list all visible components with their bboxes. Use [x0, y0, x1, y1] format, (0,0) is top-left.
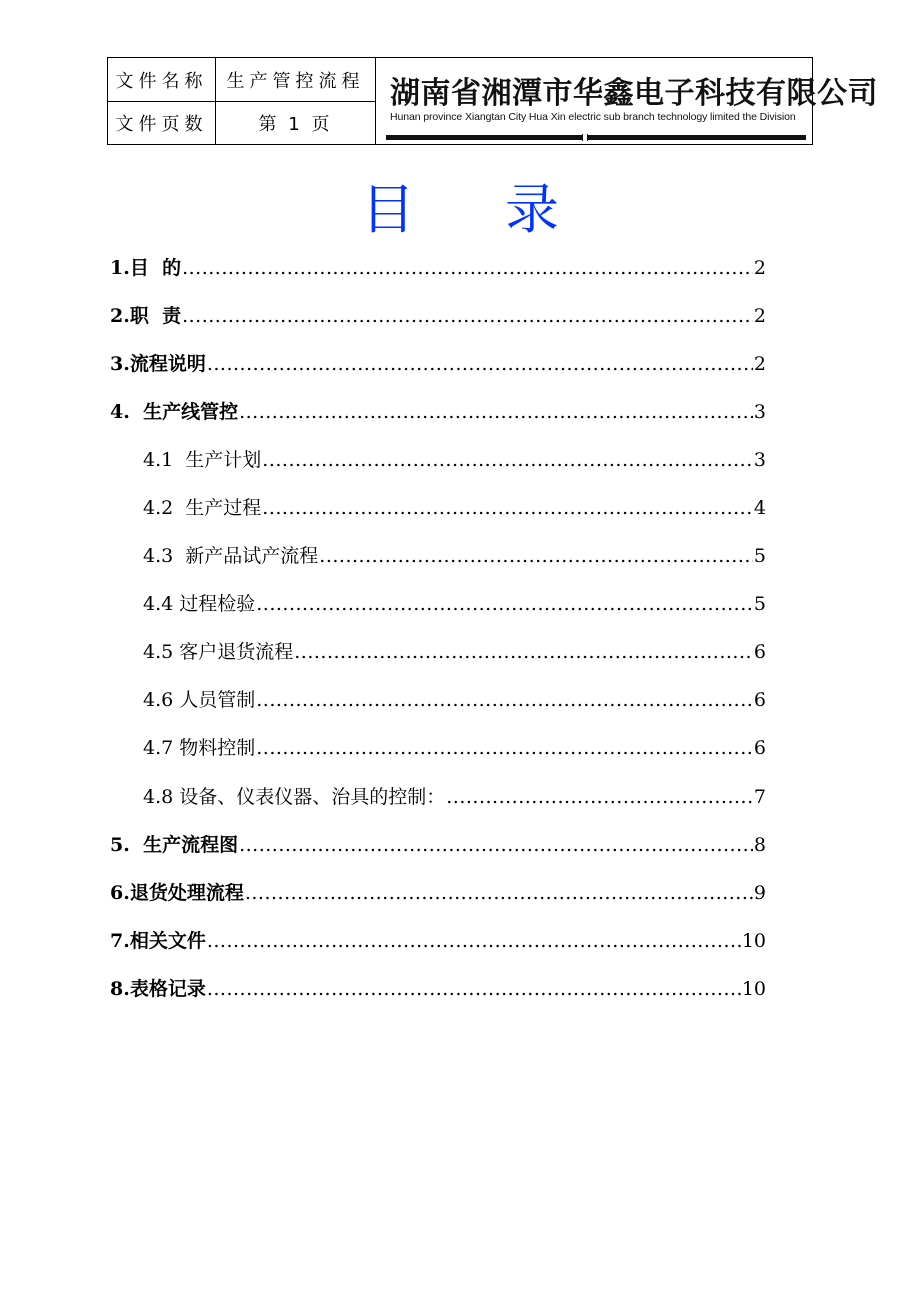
toc-entry-return-handling[interactable]	[110, 878, 766, 908]
toc-entry-label: 3.流程说明	[110, 353, 206, 375]
company-underline-mark	[582, 134, 588, 141]
toc-entry-label: 4.3 新产品试产流程	[143, 545, 319, 567]
toc-leader-dots	[207, 349, 753, 379]
company-logo	[376, 58, 878, 144]
toc-leader-dots	[446, 782, 753, 812]
file-pages-value	[216, 102, 376, 144]
toc-leader-dots	[245, 878, 753, 908]
company-underline	[386, 135, 806, 140]
toc-entry-related-documents[interactable]	[110, 926, 766, 956]
toc-entry-label: 4.1 生产计划	[143, 449, 262, 471]
toc-entry-page: 6	[753, 641, 766, 663]
toc-leader-dots	[239, 830, 753, 860]
toc-entry-process-inspection[interactable]	[143, 589, 766, 619]
toc-entry-label: 4.2 生产过程	[143, 497, 262, 519]
file-name-value: 生产管控流程	[216, 58, 376, 102]
toc-entry-label: 4.8 设备、仪表仪器、治具的控制：	[143, 786, 446, 808]
toc-leader-dots	[182, 253, 753, 283]
toc-entry-page: 8	[753, 834, 766, 856]
toc-leader-dots	[207, 974, 741, 1004]
toc-entry-production-plan[interactable]	[143, 445, 766, 475]
toc-leader-dots	[256, 685, 753, 715]
document-header-table	[107, 57, 878, 145]
company-name-en: Hunan province Xiangtan City Hua Xin electric sub branch technology limited the Division	[390, 111, 796, 123]
toc-entry-page: 5	[753, 593, 766, 615]
toc-entry-page: 2	[753, 353, 766, 375]
toc-entry-responsibilities[interactable]	[110, 301, 766, 331]
toc-leader-dots	[239, 397, 753, 427]
toc-entry-page: 2	[753, 305, 766, 327]
toc-entry-page: 9	[753, 882, 766, 904]
toc-entry-label: 7.相关文件	[110, 930, 206, 952]
toc-leader-dots	[207, 926, 741, 956]
toc-entry-page: 6	[753, 689, 766, 711]
toc-leader-dots	[256, 589, 753, 619]
toc-leader-dots	[319, 541, 753, 571]
toc-entry-label: 5. 生产流程图	[110, 834, 239, 856]
toc-entry-equipment-control[interactable]	[143, 782, 766, 812]
toc-entry-material-control[interactable]	[143, 733, 766, 763]
toc-entry-production-line-control[interactable]	[110, 397, 766, 427]
toc-entry-page: 3	[753, 449, 766, 471]
toc-entry-label: 4.5 客户退货流程	[143, 641, 294, 663]
file-pages-label: 文件页数	[108, 102, 216, 144]
toc-entry-page: 2	[753, 257, 766, 279]
toc-entry-label: 6.退货处理流程	[110, 882, 244, 904]
toc-entry-process-description[interactable]	[110, 349, 766, 379]
toc-entry-personnel-control[interactable]	[143, 685, 766, 715]
toc-leader-dots	[262, 493, 753, 523]
file-pages-value-text: 第 1 页	[258, 114, 333, 135]
toc-entry-page: 7	[753, 786, 766, 808]
toc-entry-label: 1.目 的	[110, 257, 182, 279]
toc-entry-label: 2.职 责	[110, 305, 182, 327]
toc-leader-dots	[262, 445, 753, 475]
toc-entry-page: 6	[753, 737, 766, 759]
toc-leader-dots	[182, 301, 753, 331]
company-name-cn: 湖南省湘潭市华鑫电子科技有限公司	[390, 76, 878, 111]
toc-entry-production-process[interactable]	[143, 493, 766, 523]
toc-entry-production-flowchart[interactable]	[110, 830, 766, 860]
toc-entry-label: 4.7 物料控制	[143, 737, 256, 759]
toc-leader-dots	[256, 733, 753, 763]
toc-entry-new-product-trial[interactable]	[143, 541, 766, 571]
file-name-label: 文件名称	[108, 58, 216, 102]
toc-entry-page: 3	[753, 401, 766, 423]
toc-entry-page: 5	[753, 545, 766, 567]
toc-entry-customer-returns[interactable]	[143, 637, 766, 667]
toc-title: 目录	[361, 178, 649, 241]
toc-entry-page: 4	[753, 497, 766, 519]
toc-entry-form-records[interactable]	[110, 974, 766, 1004]
toc-entry-label: 4. 生产线管控	[110, 401, 239, 423]
toc-entry-label: 4.6 人员管制	[143, 689, 256, 711]
toc-entry-purpose[interactable]	[110, 253, 766, 283]
toc-leader-dots	[294, 637, 753, 667]
toc-entry-label: 4.4 过程检验	[143, 593, 256, 615]
toc-entry-page: 10	[741, 978, 766, 1000]
toc-entry-label: 8.表格记录	[110, 978, 206, 1000]
toc-entry-page: 10	[741, 930, 766, 952]
